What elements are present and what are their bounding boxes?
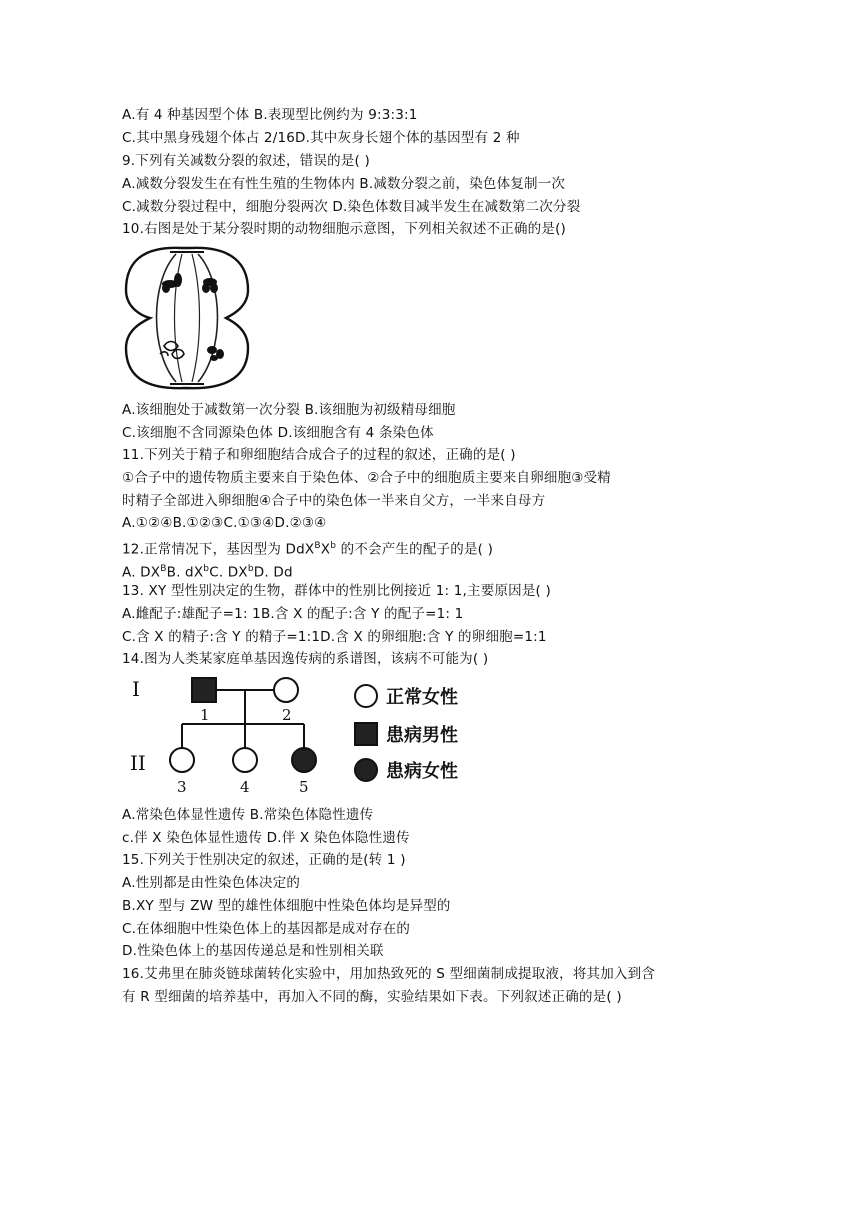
legend-label: 患病男性	[386, 725, 458, 746]
individual-number: 2	[282, 706, 292, 724]
text-line: A.性别都是由性染色体决定的	[122, 875, 301, 891]
text-line: C.减数分裂过程中，细胞分裂两次 D.染色体数目减半发生在减数第二次分裂	[122, 199, 581, 215]
generation-label: II	[130, 751, 146, 775]
text-line: A.减数分裂发生在有性生殖的生物体内 B.减数分裂之前，染色体复制一次	[122, 176, 566, 192]
legend-affected-male-icon	[355, 723, 377, 745]
normal-female-symbol	[233, 748, 257, 772]
question-9: 9.下列有关减数分裂的叙述，错误的是( )	[122, 153, 370, 169]
individual-number: 5	[299, 778, 309, 796]
legend-normal-female-icon	[355, 685, 377, 707]
text-line: c.伴 X 染色体显性遗传 D.伴 X 染色体隐性遗传	[122, 830, 410, 846]
generation-label: I	[132, 677, 140, 701]
text-line: A.有 4 种基因型个体 B.表现型比例约为 9:3:3:1	[122, 107, 418, 123]
text-line: A.雌配子:雄配子=1: 1B.含 X 的配子:含 Y 的配子=1: 1	[122, 606, 464, 622]
individual-number: 4	[240, 778, 250, 796]
text-line: C.其中黑身残翅个体占 2/16D.其中灰身长翅个体的基因型有 2 种	[122, 130, 520, 146]
individual-number: 3	[177, 778, 187, 796]
question-12-options: A. $DX^BB$. $dX^bC$. $DX^bD$. Dd	[122, 564, 293, 581]
pedigree-chart	[120, 672, 480, 798]
legend-label: 正常女性	[386, 687, 458, 708]
cell-division-figure	[120, 242, 260, 394]
text-line: ①合子中的遗传物质主要来自于染色体、②合子中的细胞质主要来自卵细胞③受精	[122, 470, 612, 486]
question-10: 10.右图是处于某分裂时期的动物细胞示意图，下列相关叙述不正确的是()	[122, 221, 567, 237]
normal-female-symbol	[170, 748, 194, 772]
individual-number: 1	[200, 706, 210, 724]
text-line: C.在体细胞中性染色体上的基因都是成对存在的	[122, 921, 411, 937]
question-15: 15.下列关于性别决定的叙述，正确的是(转 1 )	[122, 852, 406, 868]
normal-female-symbol	[274, 678, 298, 702]
legend-label: 患病女性	[386, 761, 458, 782]
question-11: 11.下列关于精子和卵细胞结合成合子的过程的叙述，正确的是( )	[122, 447, 516, 463]
text-line: 有 R 型细菌的培养基中，再加入不同的酶，实验结果如下表。下列叙述正确的是( )	[122, 989, 622, 1005]
affected-female-symbol	[292, 748, 316, 772]
text-line: A.①②④B.①②③C.①③④D.②③④	[122, 515, 327, 531]
question-12: 12.正常情况下，基因型为 $DdX^BX^b$ 的不会产生的配子的是( )	[122, 541, 494, 558]
text-line: C.该细胞不含同源染色体 D.该细胞含有 4 条染色体	[122, 425, 434, 441]
text-line: A.该细胞处于减数第一次分裂 B.该细胞为初级精母细胞	[122, 402, 456, 418]
question-16: 16.艾弗里在肺炎链球菌转化实验中，用加热致死的 S 型细菌制成提取液，将其加入到含	[122, 966, 656, 982]
text-line: 时精子全部进入卵细胞④合子中的染色体一半来自父方，一半来自母方	[122, 493, 546, 509]
affected-male-symbol	[192, 678, 216, 702]
question-13: 13. XY 型性别决定的生物，群体中的性别比例接近 1: 1,主要原因是( )	[122, 583, 551, 599]
legend-affected-female-icon	[355, 759, 377, 781]
text-line: A.常染色体显性遗传 B.常染色体隐性遗传	[122, 807, 374, 823]
text-line: C.含 X 的精子:含 Y 的精子=1:1D.含 X 的卵细胞:含 Y 的卵细胞=1:1	[122, 629, 547, 645]
question-14: 14.图为人类某家庭单基因逸传病的系谱图，该病不可能为( )	[122, 651, 489, 667]
text-line: D.性染色体上的基因传递总是和性别相关联	[122, 943, 384, 959]
text-line: B.XY 型与 ZW 型的雄性体细胞中性染色体均是异型的	[122, 898, 451, 914]
